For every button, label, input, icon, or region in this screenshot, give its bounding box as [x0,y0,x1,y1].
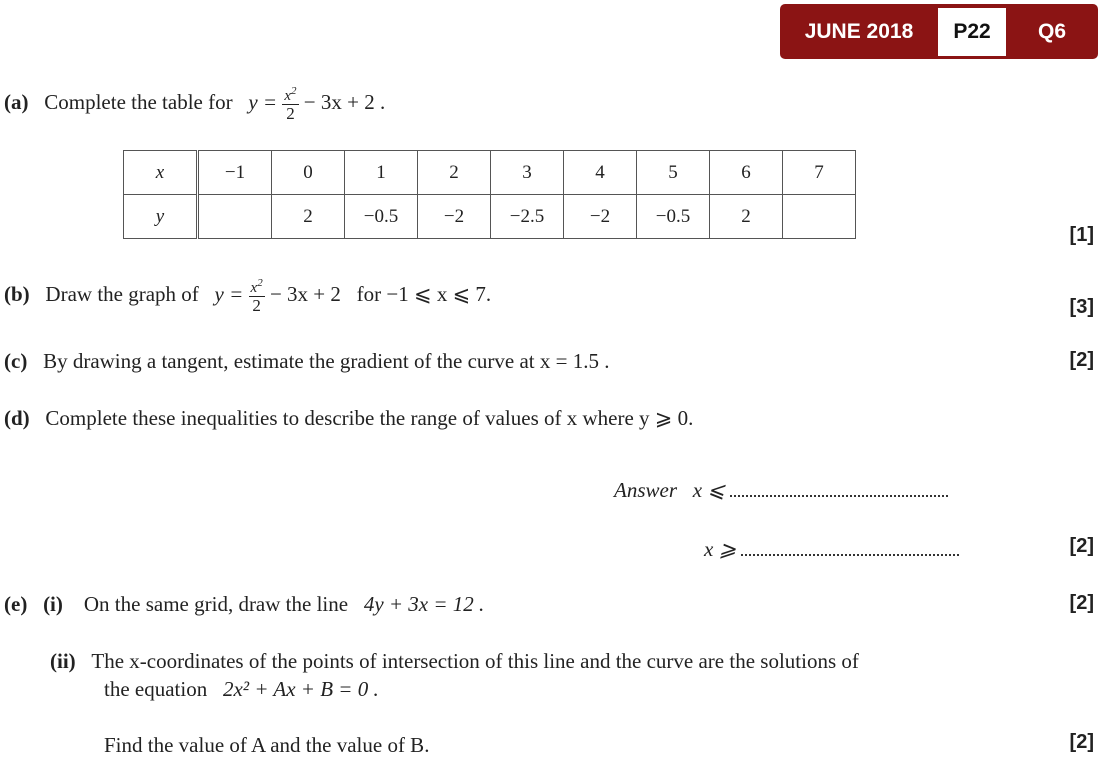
answer-line-2 [704,537,959,562]
part-a-label: (a) [4,89,29,114]
part-a-rest: − 3x + 2 . [303,89,386,114]
part-e-ii-label: (ii) [50,649,76,673]
table-cell: 1 [345,151,418,195]
part-a-fraction: $\frac{x^2}{2}$ [284,85,297,123]
part-e-i-text: On the same grid, draw the line [83,592,349,616]
part-e-ii-text1: The x-coordinates of the points of intersection of this line and the curve are the solutions of [91,649,859,673]
part-c-label: (c) [4,349,28,373]
exam-date: JUNE 2018 [804,19,914,43]
header-badge [780,4,1098,59]
part-e-i-marks: [2] [1069,592,1094,614]
question-number: Q6 [1037,19,1066,43]
part-e-ii-line2 [104,677,379,702]
table-cell-input[interactable] [198,195,272,239]
table-row-x [124,151,856,195]
table-cell: −0.5 [637,195,710,239]
part-e-ii-text3: Find the value of A and the value of B. [104,733,430,757]
part-c [4,349,609,374]
part-e-ii-equation: 2x² + Ax + B = 0 . [222,677,379,701]
part-d-text: Complete these inequalities to describe the range of values of x where y ⩾ 0. [45,406,694,430]
part-e-ii-text2: the equation [104,677,208,701]
part-b-label: (b) [4,281,30,306]
part-c-marks: [2] [1069,349,1094,371]
part-b-marks: [3] [1069,296,1094,318]
table-cell: 2 [710,195,783,239]
table-header-x: x [124,151,198,195]
table-cell: 6 [710,151,783,195]
table-cell: 7 [783,151,856,195]
part-e-ii-marks: [2] [1069,731,1094,753]
paper-code: P22 [938,8,1006,56]
part-b-fraction: $\frac{x^2}{2}$ [250,277,263,315]
part-b-range: for −1 ⩽ x ⩽ 7. [356,281,492,306]
answer-line-1 [614,478,948,503]
table-cell: 0 [272,151,345,195]
part-e-i [4,592,484,617]
answer-label: Answer [614,478,677,502]
part-d [4,406,693,431]
part-e-i-label: (i) [43,592,63,616]
part-b-y-eq: y = [214,281,244,306]
part-c-text: By drawing a tangent, estimate the gradient of the curve at x = 1.5 . [43,349,610,373]
part-a [4,86,385,122]
part-b-rest: − 3x + 2 [269,281,341,306]
table-cell-input[interactable] [783,195,856,239]
table-cell: 5 [637,151,710,195]
inequality-1: x ⩽ [692,478,725,502]
table-cell: −1 [198,151,272,195]
table-row-y [124,195,856,239]
part-a-marks: [1] [1069,224,1094,246]
table-cell: −0.5 [345,195,418,239]
table-cell: 4 [564,151,637,195]
part-e-label: (e) [4,592,28,616]
inequality-2: x ⩾ [704,537,737,561]
answer-field-1[interactable] [730,481,948,497]
table-header-y: y [124,195,198,239]
part-e-ii-line3 [104,733,429,758]
part-a-y-eq: y = [248,89,278,114]
part-e-ii [50,649,859,674]
part-d-marks: [2] [1069,535,1094,557]
table-cell: 3 [491,151,564,195]
table-cell: −2.5 [491,195,564,239]
part-d-label: (d) [4,406,30,430]
table-cell: 2 [418,151,491,195]
table-cell: −2 [564,195,637,239]
values-table [123,150,856,239]
part-b [4,278,491,314]
answer-field-2[interactable] [741,540,959,556]
part-b-text: Draw the graph of [45,281,199,306]
table-cell: −2 [418,195,491,239]
table-cell: 2 [272,195,345,239]
part-e-i-equation: 4y + 3x = 12 . [363,592,485,616]
part-a-text: Complete the table for [44,89,233,114]
